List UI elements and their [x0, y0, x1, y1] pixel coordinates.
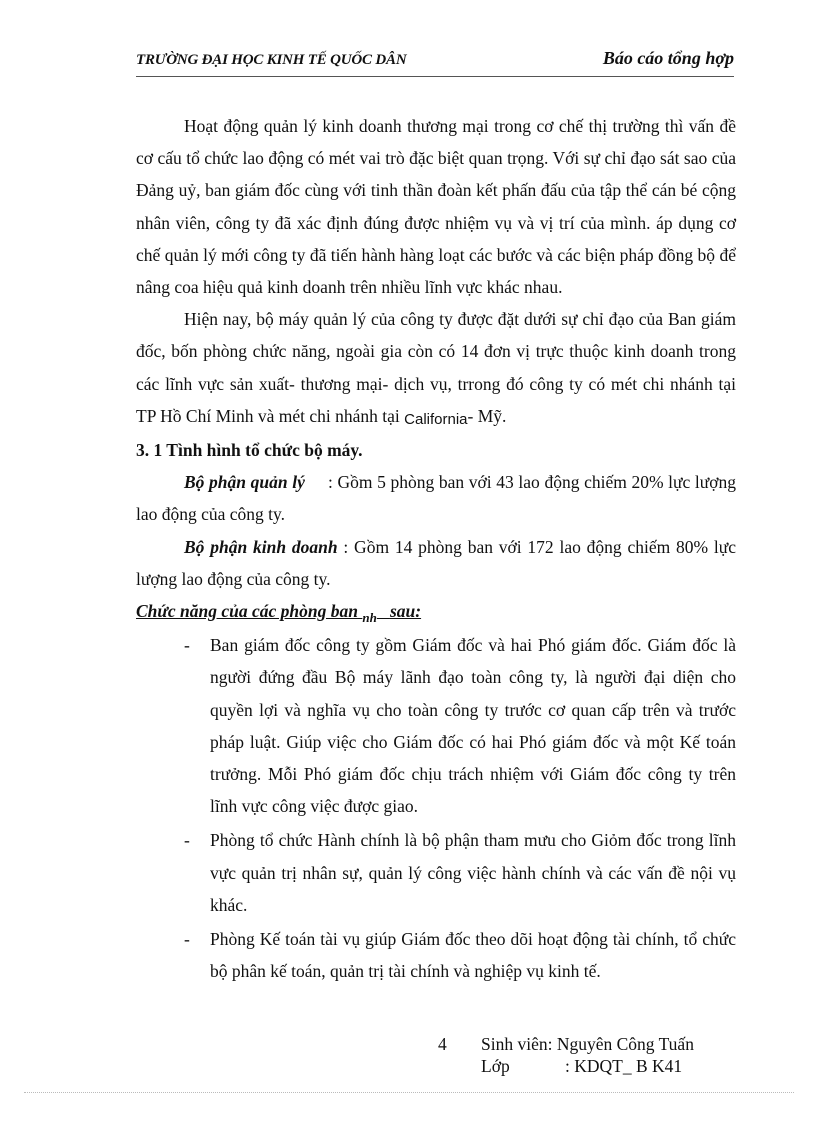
student-label: Sinh viên:: [481, 1034, 553, 1054]
student-name: Nguyên Công Tuấn: [556, 1034, 694, 1054]
list-item: [136, 629, 736, 822]
class-row: [481, 1055, 694, 1077]
student-row: [481, 1033, 694, 1055]
business-label: Bộ phận kinh doanh: [184, 536, 338, 557]
dash-marker: -: [184, 929, 190, 950]
subhead-post: sau:: [389, 601, 422, 622]
subhead-pre: Chức năng của các phòng ban: [136, 601, 358, 622]
report-title: Báo cáo tổng hợp: [602, 48, 734, 68]
section-title: 3. 1 Tình hình tổ chức bộ máy.: [136, 440, 363, 461]
list-item-text: Phòng Kế toán tài vụ giúp Giám đốc theo dõi hoạt động tài chính, tổ chức bộ phân kế toán, quản trị tài chính và nghiệp vụ kinh tế.: [210, 929, 736, 982]
class-value: : KDQT_ B K41: [565, 1056, 683, 1076]
list-item: [136, 824, 736, 921]
dash-marker: -: [184, 830, 190, 851]
list-item-text: Phòng tổ chức Hành chính là bộ phận tham mưu cho Giỏm đốc trong lĩnh vực quản trị nhân sự, quản lý công việc hành chính và các vấn đề nội vụ khác.: [210, 830, 736, 915]
functions-subheading: [136, 595, 736, 629]
paragraph-2: [136, 303, 736, 434]
paragraph-management: [136, 466, 736, 530]
paragraph-business: [136, 531, 736, 595]
subhead-small: nh: [362, 610, 377, 626]
list-item-text: Ban giám đốc công ty gồm Giám đốc và hai Phó giám đốc. Giám đốc là người đứng đầu Bộ máy lãnh đạo toàn công ty, là người đại diện cho quyền lợi và nghĩa vụ cho toàn công ty trước cơ quan cấp trên và trước pháp luật. Giúp việc cho Giám đốc có hai Phó giám đốc và một Kế toán trưởng. Mỗi Phó giám đốc chịu trách nhiệm với Giám đốc công ty trên lĩnh vực công việc được giao.: [210, 635, 736, 817]
header-rule: [136, 76, 734, 77]
functions-list: [136, 629, 736, 987]
management-label: Bộ phận quản lý: [184, 472, 305, 493]
management-text: : Gồm 5 phòng ban với 43 lao động chiếm 20% lực lượng lao động của công ty.: [136, 472, 737, 525]
list-item: [136, 923, 736, 987]
paragraph-1: Hoạt động quản lý kinh doanh thương mại trong cơ chế thị trường thì vấn đề cơ cấu tổ chức lao động có mét vai trò đặc biệt quan trọng. Với sự chỉ đạo sát sao của Đảng uỷ, ban giám đốc cùng với tinh thần đoàn kết phấn đấu của tập thể cán bé cộng nhân viên, công ty đã xác định đúng được nhiệm vụ và vị trí của mình. áp dụng cơ chế quản lý mới công ty đã tiến hành hàng loạt các bước và các biện pháp đồng bộ để nâng coa hiệu quả kinh doanh trên nhiều lĩnh vực khác nhau.: [136, 116, 736, 298]
paragraph-2-end: - Mỹ.: [467, 405, 507, 426]
student-info: [481, 1033, 694, 1077]
page-number: 4: [438, 1034, 447, 1054]
page-bottom-rule: [24, 1092, 794, 1093]
university-name: TRƯỜNG ĐẠI HỌC KINH TẾ QUỐC DÂN: [136, 52, 407, 68]
business-text: : Gồm 14 phòng ban với 172 lao động chiếm 80% lực lượng lao động của công ty.: [136, 536, 737, 589]
dash-marker: -: [184, 635, 190, 656]
paragraph-2-main: Hiện nay, bộ máy quản lý của công ty được đặt dưới sự chỉ đạo của Ban giám đốc, bốn phòng chức năng, ngoài gia còn có 14 đơn vị trực thuộc kinh doanh trong các lĩnh vực sản xuất- thương mại- dịch vụ, trrong đó công ty có mét chi nhánh tại TP Hồ Chí Minh và mét chi nhánh tại: [136, 309, 736, 426]
document-body: [136, 110, 736, 989]
class-label: Lớp: [481, 1056, 510, 1076]
california-text: California: [404, 410, 468, 428]
page-header: [136, 48, 734, 74]
